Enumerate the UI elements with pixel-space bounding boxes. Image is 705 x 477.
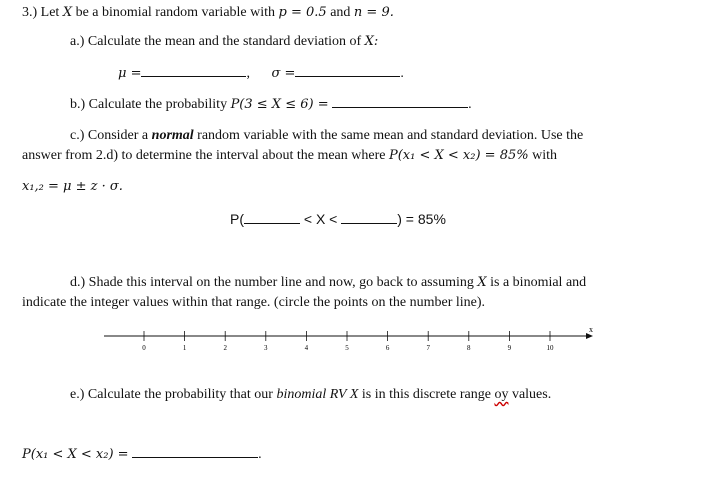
part-b: b.) Calculate the probability P(3 ≤ X ≤ 6) = .: [70, 97, 472, 112]
header-number: 3.) Let: [22, 5, 60, 20]
part-d-line2: [22, 294, 485, 312]
mu-label: μ =: [118, 66, 142, 81]
axis-label-x: x: [589, 325, 593, 334]
part-d-line1: [70, 274, 586, 292]
interval-expression: [230, 210, 446, 228]
part-c-text-a: c.) Consider a: [70, 128, 149, 143]
part-a-var: X:: [364, 34, 379, 49]
header-p: p = 0.5: [278, 5, 327, 20]
final-answer-blank[interactable]: [132, 445, 258, 458]
part-e-text-a: e.) Calculate the probability that our: [70, 387, 273, 402]
tick-label: 7: [426, 344, 430, 352]
part-c-text-b: random variable with the same mean and standard deviation. Use the: [197, 128, 584, 143]
part-a: [70, 33, 378, 51]
part-b-answer-blank[interactable]: [332, 95, 468, 108]
part-c-line1: [70, 127, 583, 145]
mean-sd-answers: μ = , σ = .: [118, 66, 404, 81]
tick-label: 3: [264, 344, 268, 352]
part-e-italic: binomial RV X: [276, 387, 359, 402]
spelling-error-word: oy: [494, 387, 509, 402]
part-c-text-c: answer from 2.d) to determine the interval about the mean where: [22, 148, 386, 163]
part-b-expr: P(3 ≤ X ≤ 6) =: [230, 97, 329, 112]
mu-answer-blank[interactable]: [141, 64, 246, 77]
part-c-formula: x₁,₂ = μ ± z · σ.: [22, 179, 123, 194]
part-c-line2: [22, 147, 557, 165]
part-e-text-b: is in this discrete range: [361, 387, 491, 402]
tick-label: 9: [507, 344, 512, 352]
sigma-answer-blank[interactable]: [295, 64, 400, 77]
question-header: [22, 4, 394, 22]
interval-p: P(: [230, 211, 244, 227]
final-expr: P(x₁ < X < x₂) =: [22, 447, 129, 462]
tick-label: 8: [467, 344, 471, 352]
x1-answer-blank[interactable]: [244, 211, 300, 224]
part-e: [70, 386, 551, 404]
part-c-normal: normal: [151, 128, 194, 143]
part-d-text-c: indicate the integer values within that range. (circle the points on the number line).: [22, 295, 486, 310]
header-var: X: [62, 5, 73, 20]
part-b-text: b.) Calculate the probability: [70, 97, 228, 112]
header-and: and: [330, 5, 351, 20]
tick-label: 0: [142, 344, 146, 352]
tick-label: 4: [304, 344, 309, 352]
tick-label: 10: [546, 344, 554, 352]
part-c-expr: P(x₁ < X < x₂) = 85%: [388, 148, 529, 163]
part-a-text: a.) Calculate the mean and the standard deviation of: [70, 34, 362, 49]
final-answer: P(x₁ < X < x₂) = .: [22, 447, 262, 462]
part-c-with: with: [532, 148, 557, 163]
sigma-label: σ =: [271, 66, 296, 81]
part-c-line3: [22, 178, 123, 196]
part-d-text-a: d.) Shade this interval on the number line and now, go back to assuming: [70, 275, 474, 290]
tick-label: 1: [182, 344, 187, 352]
x2-answer-blank[interactable]: [341, 211, 397, 224]
header-n: n = 9.: [353, 5, 394, 20]
tick-label: 6: [385, 344, 390, 352]
header-text: be a binomial random variable with: [75, 5, 276, 20]
tick-label: 5: [345, 344, 349, 352]
part-d-var: X: [477, 275, 487, 290]
part-d-text-b: is a binomial and: [490, 275, 587, 290]
tick-label: 2: [223, 344, 227, 352]
interval-end: ) = 85%: [397, 211, 446, 227]
part-e-text-c: values.: [511, 387, 552, 402]
number-line[interactable]: [100, 325, 600, 357]
interval-mid: < X <: [303, 211, 338, 227]
